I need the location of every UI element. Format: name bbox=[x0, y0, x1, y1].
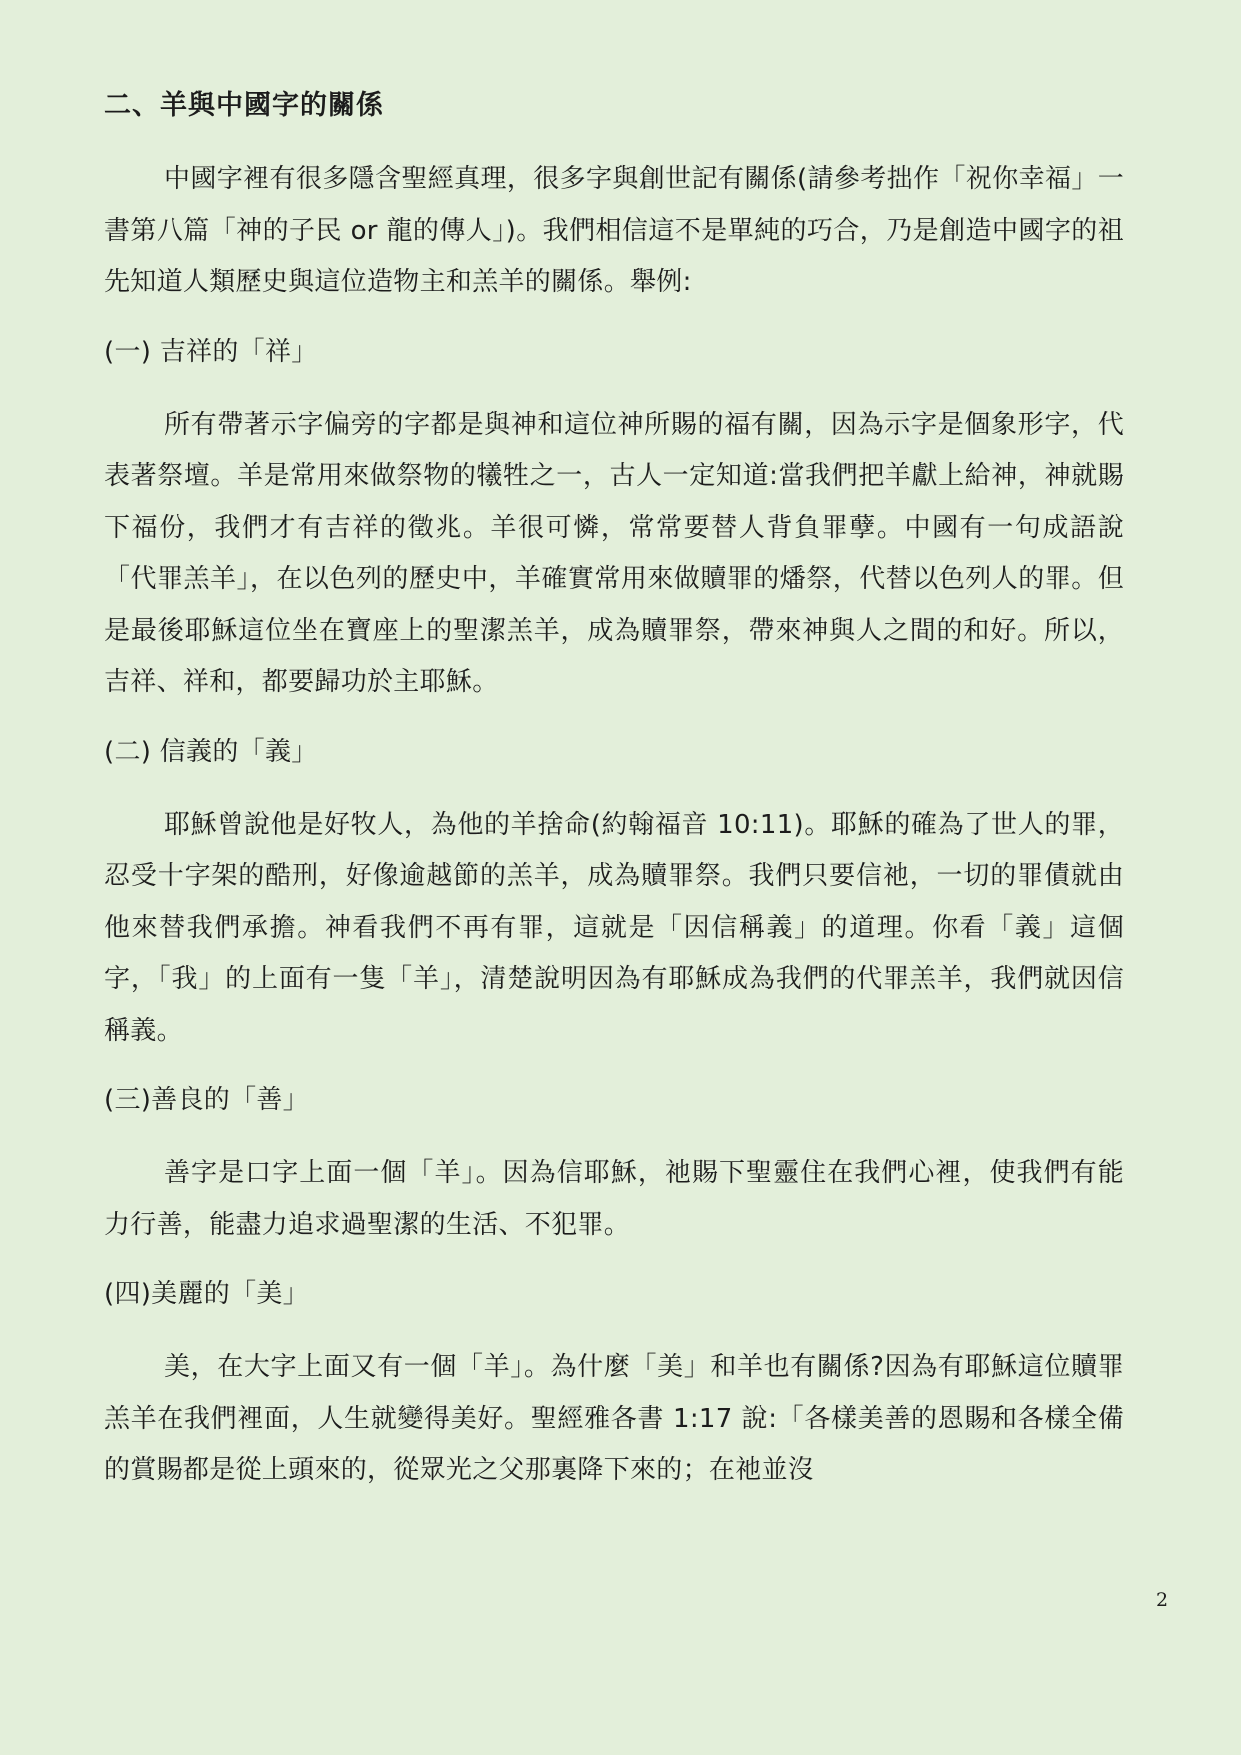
subsection-body-xiang: 所有帶著示字偏旁的字都是與神和這位神所賜的福有關，因為示字是個象形字，代表著祭壇。羊是常用來做祭物的犧牲之一，古人一定知道:當我們把羊獻上給神，神就賜下福份，我們才有吉祥的徵兆。羊很可憐，常常要替人背負罪孽。中國有一句成語說「代罪羔羊」，在以色列的歷史中，羊確實常用來做贖罪的燔祭，代替以色列人的罪。但是最後耶穌這位坐在寶座上的聖潔羔羊，成為贖罪祭，帶來神與人之間的和好。所以，吉祥、祥和，都要歸功於主耶穌。 bbox=[104, 409, 1124, 697]
subsection-body-yi: 耶穌曾說他是好牧人，為他的羊捨命(約翰福音 10:11)。耶穌的確為了世人的罪，忍受十字架的酷刑，好像逾越節的羔羊，成為贖罪祭。我們只要信祂，一切的罪債就由他來替我們承擔。神看我們不再有罪，這就是「因信稱義」的道理。你看「義」這個字，「我」的上面有一隻「羊」，清楚說明因為有耶穌成為我們的代罪羔羊，我們就因信稱義。 bbox=[104, 809, 1124, 1046]
subsection-title-shan: (三)善良的「善」 bbox=[104, 1085, 309, 1115]
subsection-title-xiang: (一) 吉祥的「祥」 bbox=[104, 336, 318, 367]
page-number: 2 bbox=[1156, 1589, 1169, 1611]
intro-paragraph: 中國字裡有很多隱含聖經真理，很多字與創世記有關係(請參考拙作「祝你幸福」一書第八篇「神的子民 or 龍的傳人」)。我們相信這不是單純的巧合，乃是創造中國字的祖先知道人類歷史與這位造物主和羔羊的關係。舉例: bbox=[104, 164, 1124, 297]
subsection-title-mei: (四)美麗的「美」 bbox=[104, 1279, 309, 1309]
subsection-body-shan: 善字是口字上面一個「羊」。因為信耶穌，祂賜下聖靈住在我們心裡，使我們有能力行善，能盡力追求過聖潔的生活、不犯罪。 bbox=[104, 1158, 1124, 1240]
subsection-body-mei: 美，在大字上面又有一個「羊」。為什麼「美」和羊也有關係?因為有耶穌這位贖罪羔羊在我們裡面，人生就變得美好。聖經雅各書 1:17 說:「各樣美善的恩賜和各樣全備的賞賜都是從上頭來的，從眾光之父那裏降下來的；在祂並沒 bbox=[104, 1352, 1124, 1485]
document-page bbox=[104, 86, 1124, 1520]
subsection-title-yi: (二) 信義的「義」 bbox=[104, 736, 318, 767]
section-heading: 二、羊與中國字的關係 bbox=[104, 90, 384, 121]
